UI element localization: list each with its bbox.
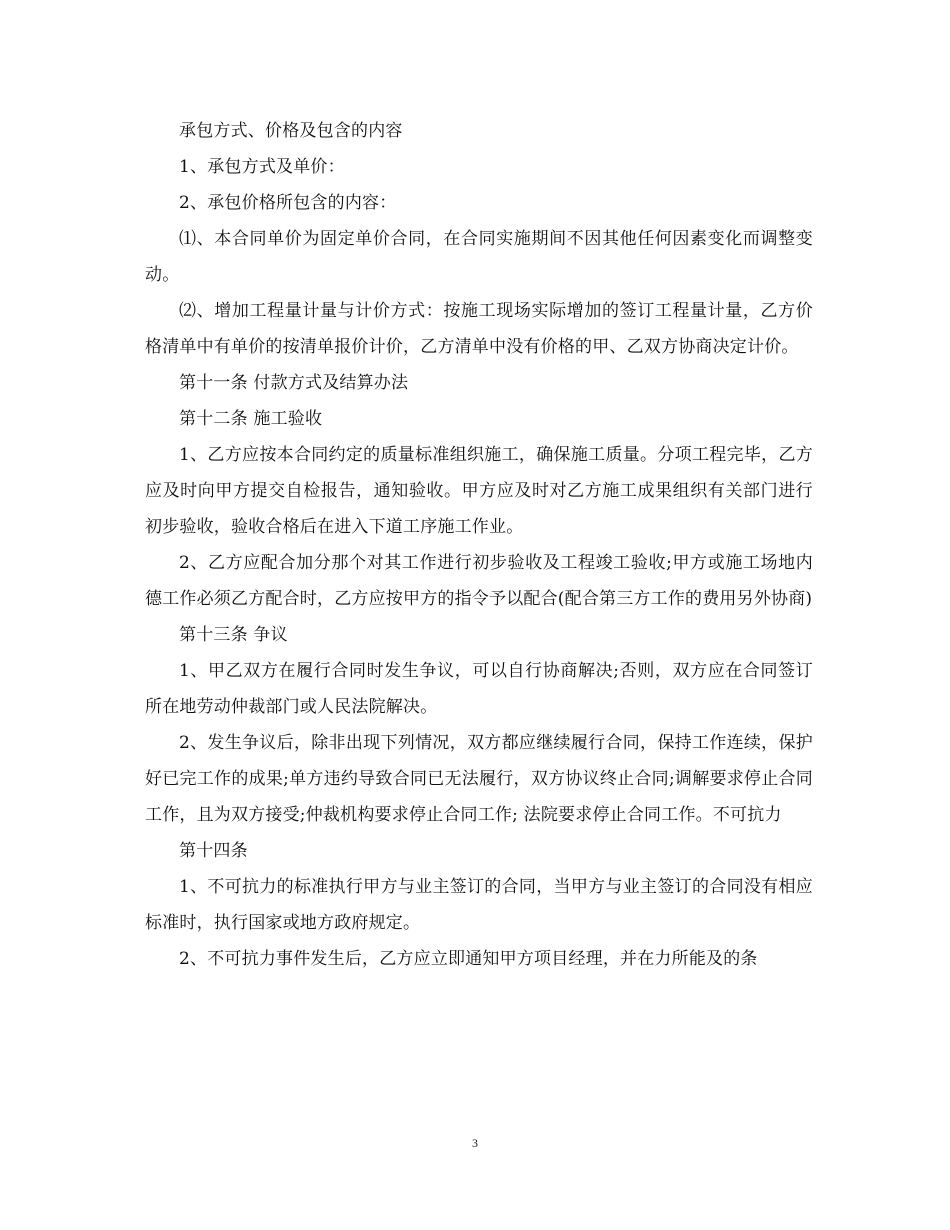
section-heading-contract-method: 承包方式、价格及包含的内容 <box>179 121 403 141</box>
clause-item: 1、承包方式及单价： <box>179 157 345 177</box>
article-heading-14: 第十四条 <box>179 841 248 861</box>
clause-item: 2、乙方应配合加分那个对其工作进行初步验收及工程竣工验收;甲方或施工场地内德工作必须乙方配合时，乙方应按甲方的指令予以配合(配合第三方工作的费用另外协商) <box>145 553 813 609</box>
clause-item: 2、发生争议后，除非出现下列情况，双方都应继续履行合同，保持工作连续，保护好已完工作的成果;单方违约导致合同已无法履行，双方协议终止合同;调解要求停止合同工作，且为双方接受;仲裁机构要求停止合同工作; 法院要求停止合同工作。不可抗力 <box>145 733 813 825</box>
clause-item: ⑴、本合同单价为固定单价合同，在合同实施期间不因其他任何因素变化而调整变动。 <box>145 229 813 285</box>
clause-item: 1、不可抗力的标准执行甲方与业主签订的合同，当甲方与业主签订的合同没有相应标准时，执行国家或地方政府规定。 <box>145 877 813 933</box>
clause-item: 2、不可抗力事件发生后，乙方应立即通知甲方项目经理，并在力所能及的条 <box>179 949 758 969</box>
clause-item: 1、甲乙双方在履行合同时发生争议，可以自行协商解决;否则，双方应在合同签订所在地劳动仲裁部门或人民法院解决。 <box>145 661 813 717</box>
clause-item: ⑵、增加工程量计量与计价方式：按施工现场实际增加的签订工程量计量，乙方价格清单中有单价的按清单报价计价，乙方清单中没有价格的甲、乙双方协商决定计价。 <box>145 301 813 357</box>
page-number: 3 <box>472 1136 478 1150</box>
article-heading-12: 第十二条 施工验收 <box>179 409 323 429</box>
article-heading-11: 第十一条 付款方式及结算办法 <box>179 373 409 393</box>
clause-item: 2、承包价格所包含的内容： <box>179 193 397 213</box>
article-heading-13: 第十三条 争议 <box>179 625 288 645</box>
document-body <box>145 113 813 977</box>
clause-item: 1、乙方应按本合同约定的质量标准组织施工，确保施工质量。分项工程完毕，乙方应及时向甲方提交自检报告，通知验收。甲方应及时对乙方施工成果组织有关部门进行初步验收，验收合格后在进入下道工序施工作业。 <box>145 445 813 537</box>
